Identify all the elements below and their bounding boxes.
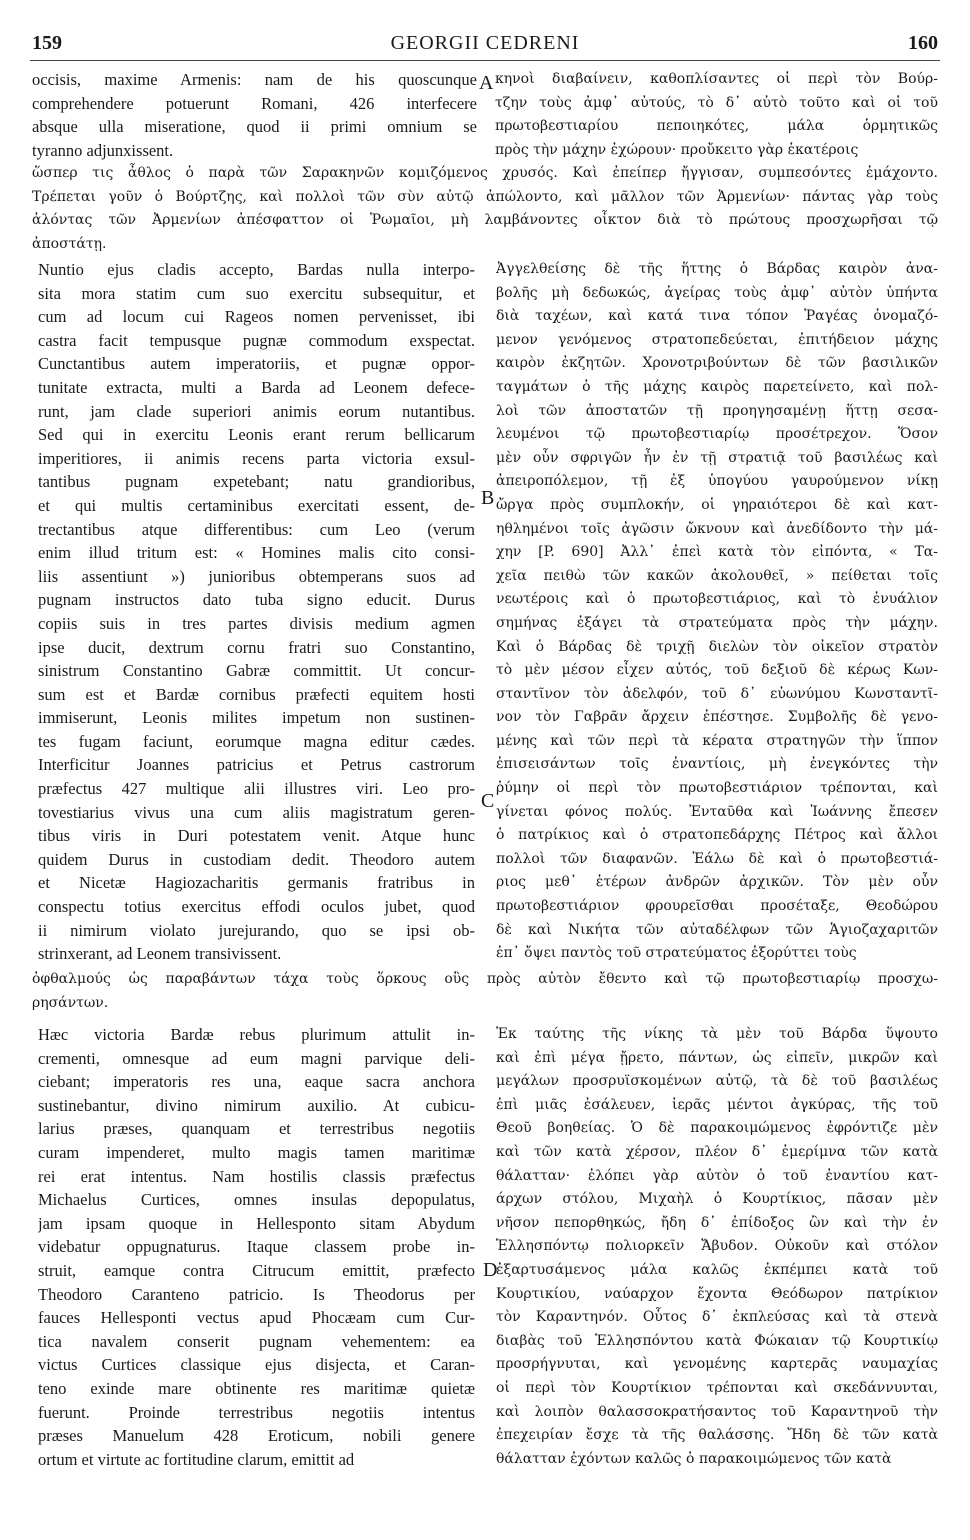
text-line: λευμένοι τῷ πρωτοβεστιαρίῳ προσέτρεχον. Ὅσον (496, 426, 938, 443)
text-line: ἐπ᾽ ὄψει παντὸς τοῦ στρατεύματος ἐξορύττει τοὺς (496, 945, 857, 962)
text-line: Τρέπεται γοῦν ὁ Βούρτζης, καὶ πολλοὶ τῶν σὺν αὐτῷ ἀπώλοντο, καὶ μᾶλλον τῶν Ἀρμενίων· πάντας γὰρ τοὺς (32, 188, 938, 205)
text-line: ciebant; imperatoris res una, eaque sacra anchora (38, 1072, 475, 1092)
text-line: ταγμάτων ὁ τῆς μάχης καιρὸς παρετείνετο, καὶ πολ- (496, 378, 938, 395)
text-line: tantibus pugnam expetebant; natu grandioribus, (38, 472, 475, 492)
text-line: καὶ λοιπὸν θαλασσοκρατήσαντος τοῦ Καραντηνοῦ τὴν (496, 1403, 938, 1420)
top-latin-column (32, 68, 477, 162)
text-line: ὤργα πρὸς συμπλοκήν, οἱ γηραιότεροι δὲ καὶ κατ- (496, 496, 938, 513)
text-line: videbatur oppugnaturus. Itaque classem probe in- (38, 1237, 475, 1257)
text-line: Θεοῦ βοηθείας. Ὁ δὲ παρακοιμώμενος ἐφρόντιζε μὲν (496, 1120, 938, 1137)
page-number-left: 159 (32, 32, 62, 54)
text-line: ortum et virtute ac fortitudine clarum, emittit ad (38, 1449, 355, 1469)
margin-letter-c: C (481, 790, 495, 812)
page-number-right: 160 (908, 32, 938, 54)
text-line: immiserunt, Leonis milites impetum non sustinen- (38, 708, 475, 728)
text-line: ii nimirum violato jurejurando, quo se ipsi ob- (38, 920, 475, 940)
text-line: Ἀγγελθείσης δὲ τῆς ἥττης ὁ Βάρδας καιρὸν ἀνα- (496, 261, 938, 277)
text-line: ἐπὶ μιᾶς ἐσάλευεν, ἱερᾶς μέντοι ἀγκύρας, τῆς τοῦ (496, 1096, 938, 1113)
text-line: Michaelus Curtices, omnes insulas depopulatus, (38, 1190, 475, 1210)
running-title: GEORGII CEDRENI (390, 32, 580, 54)
text-line: ὥσπερ τις ἆθλος ὁ παρὰ τῶν Σαρακηνῶν κομιζόμενος χρυσός. Καὶ ἐπείπερ ἤγγισαν, συμπεσόντες ἐμάχοντο. (32, 165, 938, 181)
text-line: πρὸς τὴν μάχην ἐχώρουν· προὔκειτο γὰρ ἑκατέροις (495, 141, 859, 158)
text-line: enim illud tritum est: « Homines malis cito consi- (38, 543, 475, 563)
text-line: Ἐκ ταύτης τῆς νίκης τὰ μὲν τοῦ Βάρδα ὕψουτο (496, 1026, 938, 1042)
text-line: ἀποστάτῃ. (32, 235, 107, 252)
text-line: tibus viris in Duri potestatem venit. Atque hunc (38, 826, 475, 846)
text-line: μενον γενόμενος στρατοπεδεύεται, ἐπιτήδειον μάχης (496, 331, 938, 348)
text-line: fuerunt. Proinde terrestribus negotiis intentus (38, 1402, 475, 1422)
text-line: Sed qui in exercitu Leonis erant rerum bellicarum (38, 425, 475, 445)
text-line: castra facit tempusque pugnæ commodum exspectat. (38, 330, 475, 350)
text-line: καὶ ἐπὶ μέγα ᾔρετο, πάντων, ὡς εἰπεῖν, μικρῶν καὶ (496, 1049, 938, 1066)
text-line: ρησάντων. (32, 994, 109, 1011)
text-line: tyranno adjunxissent. (32, 140, 174, 160)
text-line: γίνεται φόνος πολύς. Ἐνταῦθα καὶ Ἰωάννης ἔπεσεν (496, 803, 938, 820)
text-line: οἱ περὶ τὸν Κουρτίκιον τρέπονται καὶ σκεδάννυνται, (496, 1379, 938, 1396)
text-line: ἐξαρτυσάμενος μάλα καλῶς ἐκπέμπει κατὰ τοῦ (496, 1261, 938, 1278)
text-line: trectantibus atque differentibus: cum Leo (verum (38, 519, 475, 539)
text-line: ἐπισεισάντων τοῖς ἐναντίοις, μὴ ἐνεγκόντες τὴν (496, 756, 938, 773)
text-line: jam ipsam quoque in Hellesponto sitam Abydum (38, 1213, 475, 1233)
text-line: διαβὰς τοῦ Ἑλλησπόντου κατὰ Φώκαιαν τῷ Κουρτικίῳ (496, 1332, 938, 1349)
text-line: διὰ ταχέων, καὶ κατά τινα τόπον Ῥαγέας ὀνομαζό- (496, 308, 938, 325)
text-line: rei erat intentus. Nam hostilis classis præfectus (38, 1166, 475, 1186)
text-line: cum ad locum cui Rageos nomen pervenisset, ibi (38, 307, 475, 327)
text-line: sinistrum Constantino Gabræ committit. Ut concur- (38, 661, 475, 681)
text-line: absque ulla miseratione, quod ii primi omnium se (32, 117, 477, 137)
bottom-latin-column (38, 1023, 475, 1471)
text-line: νον τὸν Γαβρᾶν ἄρχειν ἐπέστησε. Συμβολῆς δὲ γενο- (496, 709, 938, 726)
running-header (32, 32, 938, 62)
text-line: καὶ τῶν κατὰ χέρσον, πλέον δ᾽ ἐμερίμνα τῶν κατὰ (496, 1143, 938, 1160)
text-line: ἀπειροπόλεμον, τῇ ἐξ ὑπογύου γαυρούμενον νίκῃ (496, 473, 938, 490)
text-line: et qui multis certaminibus exercitati essent, de- (38, 495, 475, 515)
text-line: Hæc victoria Bardæ rebus plurimum attulit in- (38, 1025, 475, 1044)
text-line: Theodoro Caranteno patricio. Is Theodorus per (38, 1284, 475, 1304)
text-line: λοὶ τῶν ἀποστατῶν τῇ προηγησαμένῃ ἥττῃ σεσα- (496, 402, 938, 419)
margin-letter-b: B (481, 487, 495, 509)
top-greek-column (495, 68, 938, 162)
text-line: πρωτοβεστιαρίου πεποιηκότες, μάλα ὁρμητικῶς (495, 118, 938, 135)
text-line: larius præses, quanquam et terrestribus negotiis (38, 1119, 475, 1139)
text-line: victus Curtices classique ejus disjecta, et Caran- (38, 1355, 475, 1375)
text-line: Interficitur Joannes patricius et Petrus castrorum (38, 755, 475, 775)
text-line: πρωτοβεστιάριον φρουρεῖσθαι προσέταξε, Θεοδώρου (496, 898, 938, 915)
text-line: Nuntio ejus cladis accepto, Bardas nulla interpo- (38, 260, 475, 279)
full-width-greek-2 (32, 968, 938, 1015)
middle-latin-column (38, 258, 475, 966)
text-line: νῆσον πεπορθηκώς, ἤδη δ᾽ ἐπίδοξος ὢν καὶ τὴν ἐν (496, 1214, 938, 1231)
text-line: occisis, maxime Armenis: nam de his quoscunque (32, 70, 477, 89)
text-line: strinxerant, ad Leonem transivissent. (38, 944, 282, 964)
text-line: ἁλόντας τῶν Ἀρμενίων ἀπέσφαττον οἱ Ῥωμαῖοι, μὴ λαμβάνοντες οἶκτον διὰ τὸ πρώτους προσχωρῆσαι τῷ (32, 212, 938, 229)
full-width-greek-1 (32, 162, 938, 256)
text-line: άρχων στόλου, Μιχαὴλ ὁ Κουρτίκιος, πᾶσαν μὲν (496, 1191, 938, 1208)
text-line: tica navalem conserit pugnam vehementem: ea (38, 1331, 475, 1351)
text-line: copiis suis in tres partes divisis medium agmen (38, 613, 475, 633)
margin-letter-d: D (483, 1259, 498, 1281)
text-line: pugnam instructos dato tuba signo educit. Durus (38, 590, 475, 610)
text-line: ὀφθαλμούς ὡς παραβάντων τάχα τοὺς ὅρκους οὓς πρὸς αὐτὸν ἔθεντο καὶ τῷ πρωτοβεστιαρίῳ προσχω- (32, 971, 938, 987)
text-line: ἐπεχειρίαν ἔσχε τὰ τῆς θαλάσσης. Ἤδη δὲ τῶν κατὰ (496, 1427, 938, 1444)
text-line: et Nicetæ Hagiozacharitis germanis fratribus in (38, 873, 475, 893)
text-line: χην [P. 690] Ἀλλ᾽ ἐπεὶ κατὰ τὸν εἰπόντα, « Τα- (496, 544, 938, 561)
text-line: νεωτέροις καὶ ὁ πρωτοβεστιάριος, καὶ τὸ ἐνυάλιον (496, 591, 938, 608)
margin-letter-a: A (479, 72, 494, 94)
text-line: Ἑλλησπόντῳ πολιορκεῖν Ἄβυδον. Οὐκοῦν καὶ στόλον (496, 1238, 938, 1255)
text-line: struit, eamque contra Citrucum emittit, præfecto (38, 1260, 475, 1280)
text-line: Cunctantibus autem imperatoriis, et pugnæ oppor- (38, 354, 475, 374)
text-line: runt, jam clade superiori animis eorum nutantibus. (38, 401, 475, 421)
text-line: sum est et Bardæ cornibus præfecti equitem hosti (38, 684, 475, 704)
text-line: tenο exinde mare obtinente res maritimæ quietæ (38, 1378, 475, 1398)
text-line: σημήνας ἐξάγει τὰ στρατεύματα πρὸς τὴν μάχην. (496, 614, 938, 631)
text-line: μεγάλων προσρυϊσκομένων αὐτῷ, τὰ δὲ τοῦ βασιλέως (496, 1073, 938, 1090)
text-line: ηθλημένοι τοῖς ἀγῶσιν ὤκνουν καὶ ἀνεδίδοντο τὴν μά- (496, 520, 938, 537)
text-line: τὸν Καραντηνόν. Οὗτος δ᾽ ἐκπλεύσας καὶ τὰ στενὰ (496, 1309, 938, 1326)
text-line: Καὶ ὁ Βάρδας δὲ τριχῇ διελὼν τὸν οἰκεῖον στρατὸν (496, 638, 938, 655)
text-line: μένης καὶ τῶν περὶ τὰ κέρατα στρατηγῶν τὴν ἵππον (496, 732, 938, 749)
text-line: ὁ πατρίκιος καὶ ὁ στρατοπεδάρχης Πέτρος καὶ ἄλλοι (496, 827, 938, 844)
text-line: πολλοὶ τῶν διαφανῶν. Ἑάλω δὲ καὶ ὁ πρωτοβεστιά- (496, 850, 938, 867)
text-line: tes fugam faciunt, eorumque magna editur cædes. (38, 731, 475, 751)
text-line: θάλατταν ἐχόντων καλῶς ὁ παρακοιμώμενος τῶν κατὰ (496, 1450, 892, 1467)
text-line: fauces Hellesponti vectus apud Phocæam cum Cur- (38, 1308, 475, 1328)
text-line: δὲ καὶ Νικήτα τῶν αὐταδέλφων τῶν Ἁγιοζαχαριτῶν (496, 921, 938, 938)
header-rule (30, 60, 940, 61)
text-line: quidem Durus in custodiam dedit. Theodoro autem (38, 849, 475, 869)
text-line: comprehendere potuerunt Romani, 426 interfecere (32, 93, 477, 113)
text-line: præses Manuelum 428 Eroticum, nobili genere (38, 1426, 475, 1446)
bottom-greek-column (496, 1023, 938, 1471)
text-line: θάλατταν· ἐλόπει γὰρ αὐτὸν ὁ τοῦ ἐναντίου κατ- (496, 1167, 938, 1184)
text-line: σταντῖνον τὸν ἀδελφόν, τοῦ δ᾽ εὐωνύμου Κωνσταντῖ- (496, 685, 938, 702)
text-line: tunitate extracta, multi a Barda ad Leonem defece- (38, 377, 475, 397)
text-line: conspectu totius exercitus effodi oculos jubet, quod (38, 897, 475, 917)
text-line: μὲν οὖν σφριγῶν ἦν ἐν τῇ στρατιᾷ τοῦ βασιλέως καὶ (496, 449, 938, 466)
text-line: τζην τοὺς ἀμφ᾽ αὐτούς, τὸ δ᾽ αὐτὸ τοῦτο καὶ οἱ τοῦ (495, 94, 938, 111)
text-line: καιρὸν ἐκζητῶν. Χρονοτριβούντων δὲ τῶν βασιλικῶν (496, 355, 938, 372)
text-line: κηνοὶ διαβαίνειν, καθοπλίσαντες οἱ περὶ τὸν Βούρ- (495, 71, 938, 87)
text-line: sita mora statim cum suo exercitu subsequitur, et (38, 283, 475, 303)
text-line: præfectus 427 multique alii illustres viri. Leo pro- (38, 779, 475, 799)
text-line: imperitiores, ii animis recens parta victoria exsul- (38, 448, 475, 468)
text-line: liis assentiunt ») junioribus obtemperans suos ad (38, 566, 475, 586)
text-line: ῥύμην οἱ περὶ τὸν πρωτοβεστιάριον τρέπονται, καὶ (496, 780, 938, 797)
text-line: ριος μεθ᾽ ἑτέρων ἀνδρῶν ἀρχικῶν. Τὸν μὲν οὖν (496, 874, 938, 891)
text-line: τὸ μὲν μέσον εἶχεν αὐτός, τοῦ δεξιοῦ δὲ κέρως Κων- (496, 662, 938, 679)
text-line: tovestiarius vivus una cum aliis magistratum geren- (38, 802, 475, 822)
text-line: crementi, omnesque ad eum magni parvique deli- (38, 1048, 475, 1068)
text-line: ipse ducit, dextrum cornu fratri suo Constantino, (38, 637, 475, 657)
text-line: προσρήγνυται, καὶ γενομένης καρτερᾶς ναυμαχίας (496, 1356, 938, 1373)
text-line: curam impenderet, multo magis tamen maritimæ (38, 1142, 475, 1162)
middle-greek-column (496, 258, 938, 966)
text-line: χεῖα πειθὼ τῶν κακῶν ἀκολουθεῖ, » πείθεται τοῖς (496, 567, 938, 584)
text-line: sustinebantur, divino nimirum auxilio. At cubicu- (38, 1095, 475, 1115)
text-line: βολῆς μὴ δεδωκώς, ἀγείρας τοὺς ἀμφ᾽ αὐτὸν ὑπήντα (496, 284, 938, 301)
text-line: Κουρτικίου, ναύαρχον ἔχοντα Θεόδωρον πατρίκιον (496, 1285, 938, 1302)
